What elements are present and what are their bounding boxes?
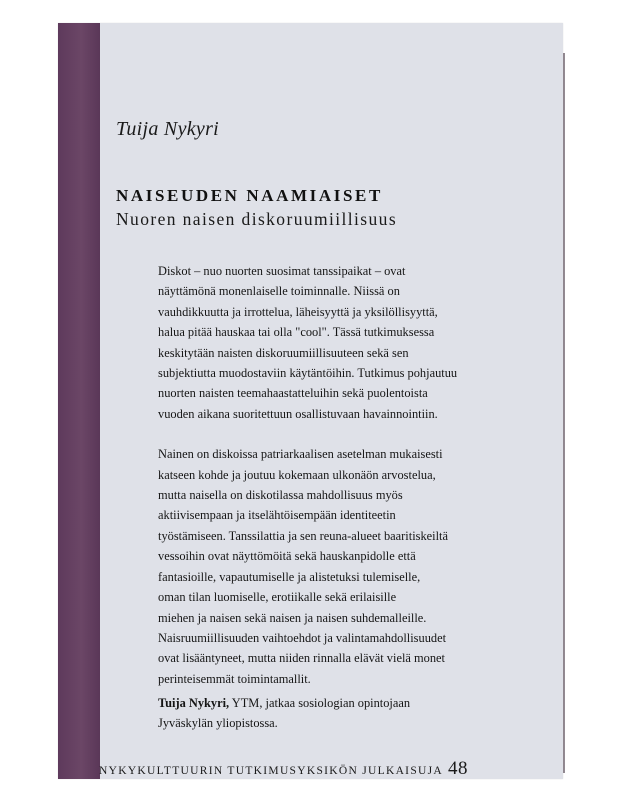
- blurb-line: nuorten naisten teemahaastatteluihin sekä puolentoista: [158, 386, 428, 401]
- blurb-line: Nainen on diskoissa patriarkaalisen asetelman mukaisesti: [158, 447, 443, 462]
- series-number: 48: [448, 758, 468, 779]
- page-edge: [563, 53, 565, 773]
- blurb-line: oman tilan luomiselle, erotiikalle sekä erilaisille: [158, 590, 397, 605]
- bio-line-2: Jyväskylän yliopistossa.: [158, 716, 278, 730]
- blurb-line: aktiivisempaan ja itselähtöisempään identiteetin: [158, 508, 396, 523]
- blurb-line: subjektiutta muodostaviin käytäntöihin. Tutkimus pohjautuu: [158, 366, 458, 381]
- cover-content: [100, 23, 563, 779]
- book-title: NAISEUDEN NAAMIAISET: [116, 186, 383, 205]
- blurb-line: miehen ja naisen sekä naisen ja naisen suhdemalleille.: [158, 610, 427, 625]
- author-bio: [158, 693, 488, 733]
- spine-color-band: [58, 23, 100, 779]
- blurb-line: perinteisemmät toimintamallit.: [158, 671, 311, 686]
- author-name: Tuija Nykyri: [116, 118, 220, 140]
- blurb-line: katseen kohde ja joutuu kokemaan ulkonäön arvostelua,: [158, 467, 436, 482]
- series-name: NYKYKULTTUURIN TUTKIMUSYKSIKÖN JULKAISUJA: [99, 765, 443, 777]
- blurb-line: ovat lisääntyneet, mutta niiden rinnalla elävät vielä monet: [158, 651, 445, 666]
- blurb-line: vuoden aikana suoritettuun osallistuvaan havainnointiin.: [158, 406, 438, 421]
- blurb-paragraph-1: [158, 261, 488, 424]
- blurb-line: vauhdikkuutta ja irrottelua, läheisyyttä ja yksilöllisyyttä,: [158, 304, 438, 319]
- bio-text: YTM, jatkaa sosiologian opintojaan: [229, 696, 411, 710]
- blurb: [158, 261, 488, 709]
- bio-line-1: [158, 693, 488, 713]
- blurb-line: keskitytään naisten diskoruumiillisuuteen sekä sen: [158, 345, 409, 360]
- blurb-line: halua pitää hauskaa tai olla "cool". Tässä tutkimuksessa: [158, 325, 435, 340]
- blurb-paragraph-2: [158, 444, 488, 689]
- blurb-line: fantasioille, vapautumiselle ja alistetuksi tulemiselle,: [158, 569, 421, 584]
- blurb-line: Diskot – nuo nuorten suosimat tanssipaikat – ovat: [158, 264, 406, 278]
- book-back-cover: [58, 23, 563, 779]
- bio-author-name: Tuija Nykyri,: [158, 696, 230, 710]
- series-footer: [99, 758, 468, 780]
- blurb-line: Naisruumiillisuuden vaihtoehdot ja valintamahdollisuudet: [158, 630, 447, 645]
- book-subtitle: Nuoren naisen diskoruumiillisuus: [116, 209, 398, 229]
- blurb-line: mutta naisella on diskotilassa mahdollisuus myös: [158, 488, 403, 503]
- blurb-line: näyttämönä monenlaiselle toiminnalle. Niissä on: [158, 284, 400, 299]
- blurb-line: vessoihin ovat näyttömöitä sekä hauskanpidolle että: [158, 549, 416, 564]
- blurb-line: työstämiseen. Tanssilattia ja sen reuna-alueet baaritiskeiltä: [158, 528, 448, 543]
